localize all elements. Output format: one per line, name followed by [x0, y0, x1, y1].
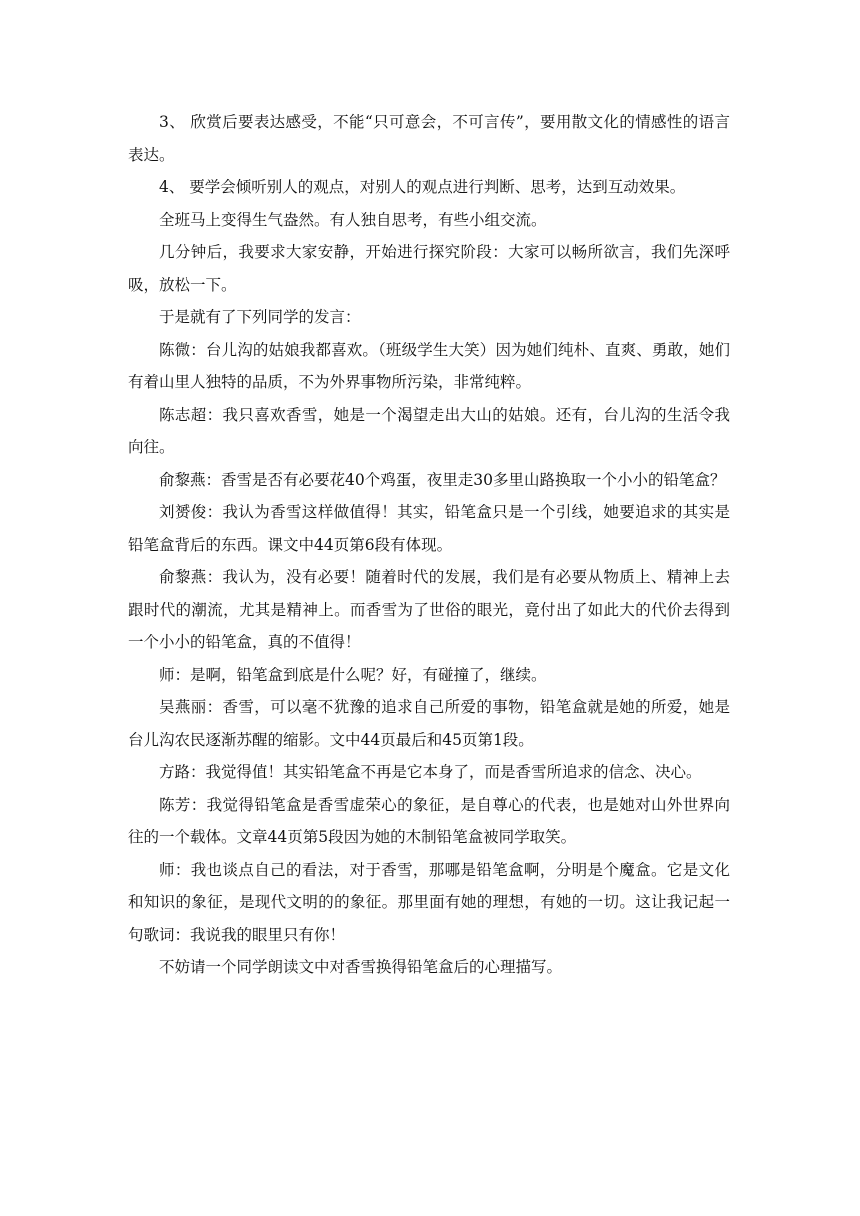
paragraph-9: 刘赟俊：我认为香雪这样做值得！其实，铅笔盒只是一个引线，她要追求的其实是铅笔盒背后的东西。课文中44页第6段有体现。 [128, 503, 730, 554]
paragraph-5: 于是就有了下列同学的发言： [159, 308, 361, 326]
paragraph-1: 3、 欣赏后要表达感受，不能“只可意会，不可言传”，要用散文化的情感性的语言表达。 [128, 113, 730, 164]
paragraph-13: 方路：我觉得值！其实铅笔盒不再是它本身了，而是香雪所追求的信念、决心。 [159, 763, 702, 781]
paragraph-14: 陈芳：我觉得铅笔盒是香雪虚荣心的象征，是自尊心的代表，也是她对山外世界向往的一个载体。文章44页第5段因为她的木制铅笔盒被同学取笑。 [128, 795, 730, 846]
paragraph-3: 全班马上变得生气盎然。有人独自思考，有些小组交流。 [159, 210, 547, 229]
paragraph-2: 4、 要学会倾听别人的观点，对别人的观点进行判断、思考，达到互动效果。 [159, 178, 686, 196]
paragraph-4: 几分钟后，我要求大家安静，开始进行探究阶段：大家可以畅所欲言，我们先深呼吸，放松一下。 [128, 243, 730, 294]
paragraph-16: 不妨请一个同学朗读文中对香雪换得铅笔盒后的心理描写。 [159, 958, 563, 976]
paragraph-8: 俞黎燕：香雪是否有必要花40个鸡蛋，夜里走30多里山路换取一个小小的铅笔盒？ [159, 470, 726, 489]
paragraph-6: 陈微：台儿沟的姑娘我都喜欢。（班级学生大笑）因为她们纯朴、直爽、勇敢，她们有着山里人独特的品质，不为外界事物所污染，非常纯粹。 [128, 340, 730, 391]
paragraph-10: 俞黎燕：我认为，没有必要！随着时代的发展，我们是有必要从物质上、精神上去跟时代的潮流，尤其是精神上。而香雪为了世俗的眼光，竟付出了如此大的代价去得到一个小小的铅笔盒，真的不值得！ [128, 568, 730, 651]
paragraph-15: 师：我也谈点自己的看法，对于香雪，那哪是铅笔盒啊，分明是个魔盒。它是文化和知识的象征，是现代文明的的象征。那里面有她的理想，有她的一切。这让我记起一句歌词：我说我的眼里只有你！ [128, 860, 730, 944]
paragraph-11: 师：是啊，铅笔盒到底是什么呢？好，有碰撞了，继续。 [159, 665, 547, 684]
paragraph-7: 陈志超：我只喜欢香雪，她是一个渴望走出大山的姑娘。还有，台儿沟的生活令我向往。 [128, 405, 730, 456]
document-body [128, 106, 730, 984]
paragraph-12: 吴燕丽：香雪，可以毫不犹豫的追求自己所爱的事物，铅笔盒就是她的所爱，她是台儿沟农民逐渐苏醒的缩影。文中44页最后和45页第1段。 [128, 698, 730, 749]
